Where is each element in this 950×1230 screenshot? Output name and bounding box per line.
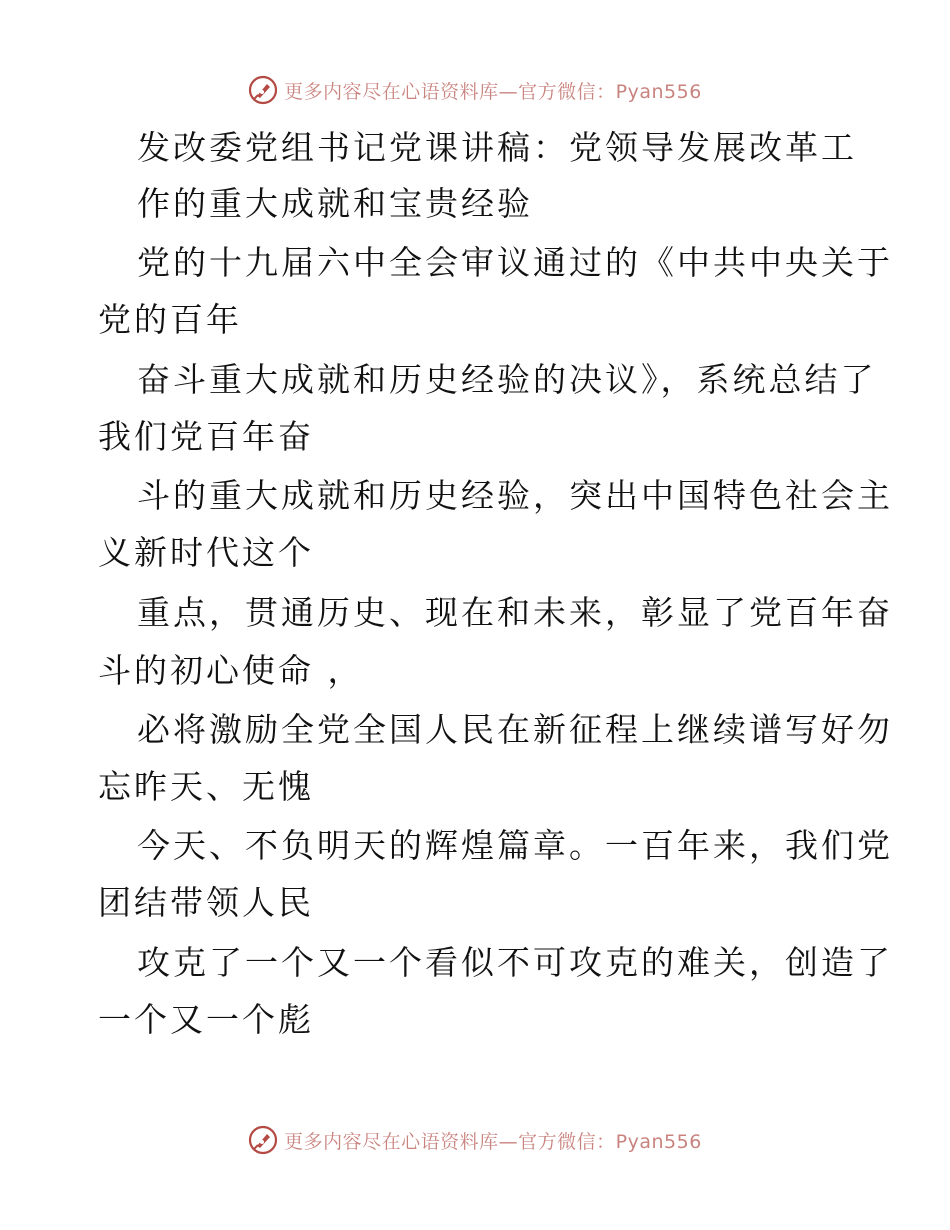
body-line: 攻克了一个又一个看似不可攻克的难关，创造了 [137,943,893,982]
body-line: 斗的初心使命 ， [98,651,364,690]
body-line: 忘昨天、无愧 [98,767,314,806]
body-line: 一个又一个彪 [98,1000,314,1039]
body-line: 义新时代这个 [98,533,314,572]
header-banner-text: 更多内容尽在心语资料库—官方微信：Pyan556 [284,80,702,103]
body-line: 团结带领人民 [98,883,314,922]
pen-nib-logo-icon [248,75,278,105]
body-line: 党的百年 [98,300,242,339]
body-line: 奋斗重大成就和历史经验的决议》，系统总结了 [137,360,877,399]
body-line: 必将激励全党全国人民在新征程上继续谱写好勿 [137,710,893,749]
title-line-1: 发改委党组书记党课讲稿：党领导发展改革工 [137,128,857,167]
body-line: 今天、不负明天的辉煌篇章。一百年来，我们党 [137,826,893,865]
title-line-2: 作的重大成就和宝贵经验 [137,184,533,223]
body-line: 斗的重大成就和历史经验，突出中国特色社会主 [137,476,893,515]
header-banner [0,70,950,110]
pen-nib-logo-icon [248,1125,278,1155]
footer-banner-text: 更多内容尽在心语资料库—官方微信：Pyan556 [284,1130,702,1153]
footer-banner [0,1120,950,1160]
body-line: 党的十九届六中全会审议通过的《中共中央关于 [137,243,893,282]
body-line: 重点，贯通历史、现在和未来，彰显了党百年奋 [137,593,893,632]
body-line: 我们党百年奋 [98,417,314,456]
